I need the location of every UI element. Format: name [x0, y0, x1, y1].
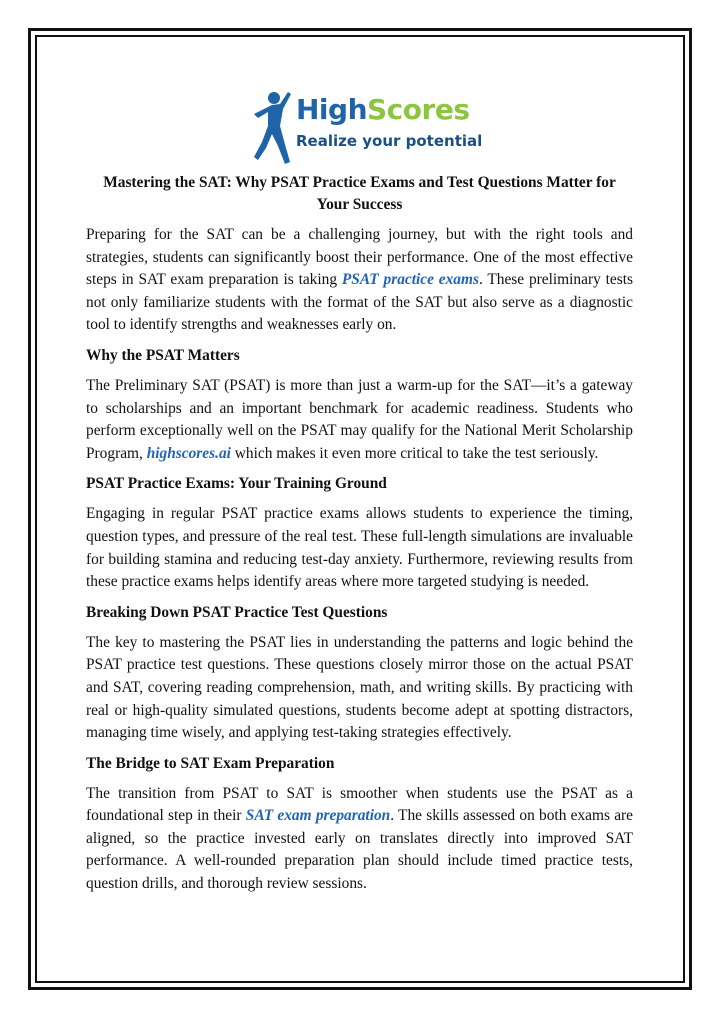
logo-brand-scores: Scores	[367, 93, 470, 126]
why-text-before: The Preliminary SAT (PSAT) is more than just a warm-up for the SAT—it’s a gateway to scholarships and an important benchmark for academic readiness. Students who perform exceptionally well on the PSAT may qualify for the National Merit Scholarship Program,	[86, 376, 633, 462]
intro-paragraph	[86, 224, 633, 337]
logo-wordmark	[296, 94, 469, 126]
section-heading-why: Why the PSAT Matters	[86, 346, 240, 364]
section-heading-breaking: Breaking Down PSAT Practice Test Questions	[86, 603, 388, 621]
highscores-logo	[250, 88, 483, 166]
highscores-link[interactable]: highscores.ai	[146, 444, 231, 462]
intro-text-before: Preparing for the SAT can be a challenging journey, but with the right tools and strategies, students can significantly boost their performance. One of the most effective steps in SAT exam preparation is taking	[86, 226, 633, 289]
logo-tagline: Realize your potential	[296, 132, 483, 150]
bridge-text-before: The transition from PSAT to SAT is smoother when students use the PSAT as a foundational step in their	[86, 784, 633, 825]
intro-text-after: . These preliminary tests not only familiarize students with the format of the SAT but also serve as a diagnostic tool to identify strengths and weaknesses early on.	[86, 271, 633, 334]
bridge-paragraph	[86, 783, 633, 896]
breaking-paragraph: The key to mastering the PSAT lies in understanding the patterns and logic behind the PSAT practice test questions. These questions closely mirror those on the actual PSAT and SAT, covering reading comprehension, math, and writing skills. By practicing with real or high-quality simulated questions, students become adept at spotting distractors, managing time wisely, and applying test-taking strategies effectively.	[86, 633, 633, 742]
document-body	[86, 172, 633, 904]
training-paragraph: Engaging in regular PSAT practice exams allows students to experience the timing, question types, and pressure of the real test. These full-length simulations are invaluable for building stamina and reducing test-day anxiety. Furthermore, reviewing results from these practice exams helps identify areas where more targeted studying is needed.	[86, 505, 633, 591]
sat-exam-preparation-link[interactable]: SAT exam preparation	[245, 807, 391, 825]
why-text-after: which makes it even more critical to take the test seriously.	[230, 444, 599, 462]
section-heading-bridge: The Bridge to SAT Exam Preparation	[86, 754, 335, 772]
psat-practice-exams-link[interactable]: PSAT practice exams	[341, 271, 479, 289]
bridge-text-after: . The skills assessed on both exams are aligned, so the practice invested early on translates directly into improved SAT performance. A well-rounded preparation plan should include timed practice tests, question drills, and thorough review sessions.	[86, 807, 633, 893]
section-heading-training: PSAT Practice Exams: Your Training Ground	[86, 475, 387, 493]
jumping-figure-icon	[250, 88, 294, 166]
document-title: Mastering the SAT: Why PSAT Practice Exams and Test Questions Matter for Your Success	[103, 174, 616, 213]
logo-brand-high: High	[296, 93, 368, 126]
why-paragraph	[86, 375, 633, 465]
